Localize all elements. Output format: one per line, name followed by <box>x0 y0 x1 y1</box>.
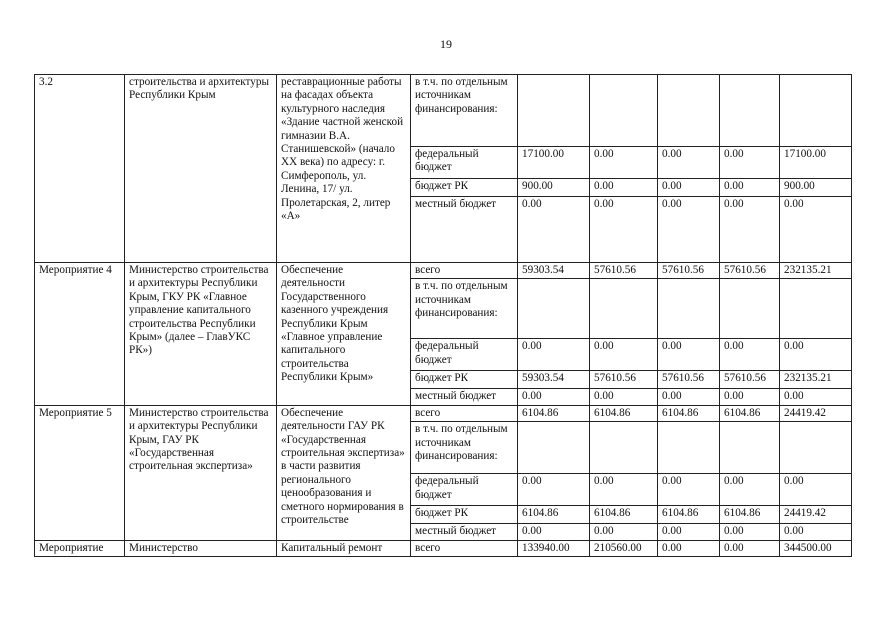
amount-cell: 0.00 <box>720 197 780 263</box>
funding-source-cell: бюджет РК <box>411 371 518 389</box>
description-cell: Обеспечение деятельности Государственного казенного учреждения Республики Крым «Главное управление капитального строительства Республики Крым» <box>277 263 411 406</box>
funding-source-cell: в т.ч. по отдельным источникам финансирования: <box>411 279 518 339</box>
measure-id-cell: 3.2 <box>35 75 125 263</box>
amount-cell: 133940.00 <box>518 540 590 556</box>
amount-cell: 0.00 <box>720 389 780 405</box>
amount-cell <box>658 422 720 474</box>
amount-cell: 344500.00 <box>780 540 852 556</box>
description-cell: Капитальный ремонт <box>277 540 411 556</box>
executor-cell: Министерство строительства и архитектуры Республики Крым, ГКУ РК «Главное управление капитального строительства Республики Крым» (далее – ГлавУКС РК») <box>125 263 277 406</box>
amount-cell: 0.00 <box>780 524 852 540</box>
amount-cell: 0.00 <box>590 179 658 197</box>
funding-source-cell: всего <box>411 263 518 279</box>
funding-source-cell: бюджет РК <box>411 179 518 197</box>
amount-cell: 24419.42 <box>780 405 852 421</box>
funding-source-cell: местный бюджет <box>411 197 518 263</box>
amount-cell <box>590 75 658 147</box>
amount-cell: 57610.56 <box>590 263 658 279</box>
funding-source-cell: бюджет РК <box>411 506 518 524</box>
amount-cell: 6104.86 <box>518 506 590 524</box>
amount-cell: 0.00 <box>720 179 780 197</box>
amount-cell: 0.00 <box>590 474 658 506</box>
description-cell: реставрационные работы на фасадах объекта культурного наследия «Здание частной женской гимназии В.А. Станишевской» (начало XX века) по адресу: г. Симферополь, ул. Ленина, 17/ ул. Пролетарская, 2, литер «А» <box>277 75 411 263</box>
amount-cell: 232135.21 <box>780 263 852 279</box>
funding-source-cell: всего <box>411 540 518 556</box>
table-row <box>35 540 852 556</box>
executor-cell: строительства и архитектуры Республики Крым <box>125 75 277 263</box>
amount-cell <box>720 75 780 147</box>
amount-cell: 6104.86 <box>658 405 720 421</box>
budget-table <box>34 74 852 557</box>
amount-cell: 0.00 <box>658 389 720 405</box>
amount-cell: 0.00 <box>780 339 852 371</box>
amount-cell: 6104.86 <box>720 506 780 524</box>
amount-cell <box>780 422 852 474</box>
amount-cell: 0.00 <box>590 389 658 405</box>
amount-cell: 57610.56 <box>720 371 780 389</box>
funding-source-cell: местный бюджет <box>411 524 518 540</box>
amount-cell: 0.00 <box>658 197 720 263</box>
amount-cell: 0.00 <box>780 389 852 405</box>
amount-cell: 900.00 <box>780 179 852 197</box>
amount-cell <box>720 279 780 339</box>
executor-cell: Министерство <box>125 540 277 556</box>
funding-source-cell: федеральный бюджет <box>411 147 518 179</box>
page-number: 19 <box>440 37 452 51</box>
table-row <box>35 263 852 279</box>
table-row <box>35 405 852 421</box>
amount-cell: 0.00 <box>518 524 590 540</box>
amount-cell: 17100.00 <box>518 147 590 179</box>
amount-cell: 900.00 <box>518 179 590 197</box>
amount-cell: 0.00 <box>590 339 658 371</box>
amount-cell <box>590 422 658 474</box>
amount-cell: 0.00 <box>780 197 852 263</box>
amount-cell: 0.00 <box>720 147 780 179</box>
amount-cell: 0.00 <box>658 474 720 506</box>
amount-cell: 0.00 <box>590 147 658 179</box>
amount-cell: 6104.86 <box>590 405 658 421</box>
measure-id-cell: Мероприятие 5 <box>35 405 125 540</box>
amount-cell <box>518 422 590 474</box>
amount-cell: 232135.21 <box>780 371 852 389</box>
amount-cell: 0.00 <box>518 389 590 405</box>
amount-cell: 0.00 <box>518 197 590 263</box>
amount-cell: 210560.00 <box>590 540 658 556</box>
amount-cell: 0.00 <box>720 474 780 506</box>
amount-cell <box>658 279 720 339</box>
amount-cell: 0.00 <box>658 524 720 540</box>
executor-cell: Министерство строительства и архитектуры Республики Крым, ГАУ РК «Государственная строительная экспертиза» <box>125 405 277 540</box>
funding-source-cell: всего <box>411 405 518 421</box>
amount-cell <box>780 279 852 339</box>
funding-source-cell: федеральный бюджет <box>411 339 518 371</box>
measure-id-cell: Мероприятие 4 <box>35 263 125 406</box>
funding-source-cell: в т.ч. по отдельным источникам финансирования: <box>411 422 518 474</box>
funding-source-cell: местный бюджет <box>411 389 518 405</box>
amount-cell <box>518 279 590 339</box>
amount-cell: 0.00 <box>590 524 658 540</box>
amount-cell: 6104.86 <box>658 506 720 524</box>
amount-cell: 59303.54 <box>518 371 590 389</box>
amount-cell: 6104.86 <box>590 506 658 524</box>
amount-cell <box>780 75 852 147</box>
amount-cell: 0.00 <box>590 197 658 263</box>
amount-cell: 0.00 <box>658 339 720 371</box>
amount-cell <box>518 75 590 147</box>
amount-cell <box>720 422 780 474</box>
amount-cell: 24419.42 <box>780 506 852 524</box>
amount-cell <box>658 75 720 147</box>
measure-id-cell: Мероприятие <box>35 540 125 556</box>
amount-cell: 6104.86 <box>720 405 780 421</box>
amount-cell: 17100.00 <box>780 147 852 179</box>
funding-source-cell: в т.ч. по отдельным источникам финансирования: <box>411 75 518 147</box>
amount-cell: 0.00 <box>720 540 780 556</box>
amount-cell: 0.00 <box>720 524 780 540</box>
amount-cell: 57610.56 <box>720 263 780 279</box>
table-row <box>35 75 852 147</box>
funding-source-cell: федеральный бюджет <box>411 474 518 506</box>
amount-cell: 6104.86 <box>518 405 590 421</box>
amount-cell: 0.00 <box>658 147 720 179</box>
amount-cell: 0.00 <box>518 474 590 506</box>
amount-cell: 0.00 <box>720 339 780 371</box>
amount-cell: 57610.56 <box>658 263 720 279</box>
amount-cell: 0.00 <box>658 179 720 197</box>
amount-cell: 57610.56 <box>658 371 720 389</box>
amount-cell: 0.00 <box>780 474 852 506</box>
description-cell: Обеспечение деятельности ГАУ РК «Государственная строительная экспертиза» в части развития регионального ценообразования и сметного нормирования в строительстве <box>277 405 411 540</box>
amount-cell <box>590 279 658 339</box>
amount-cell: 0.00 <box>518 339 590 371</box>
amount-cell: 0.00 <box>658 540 720 556</box>
amount-cell: 57610.56 <box>590 371 658 389</box>
amount-cell: 59303.54 <box>518 263 590 279</box>
